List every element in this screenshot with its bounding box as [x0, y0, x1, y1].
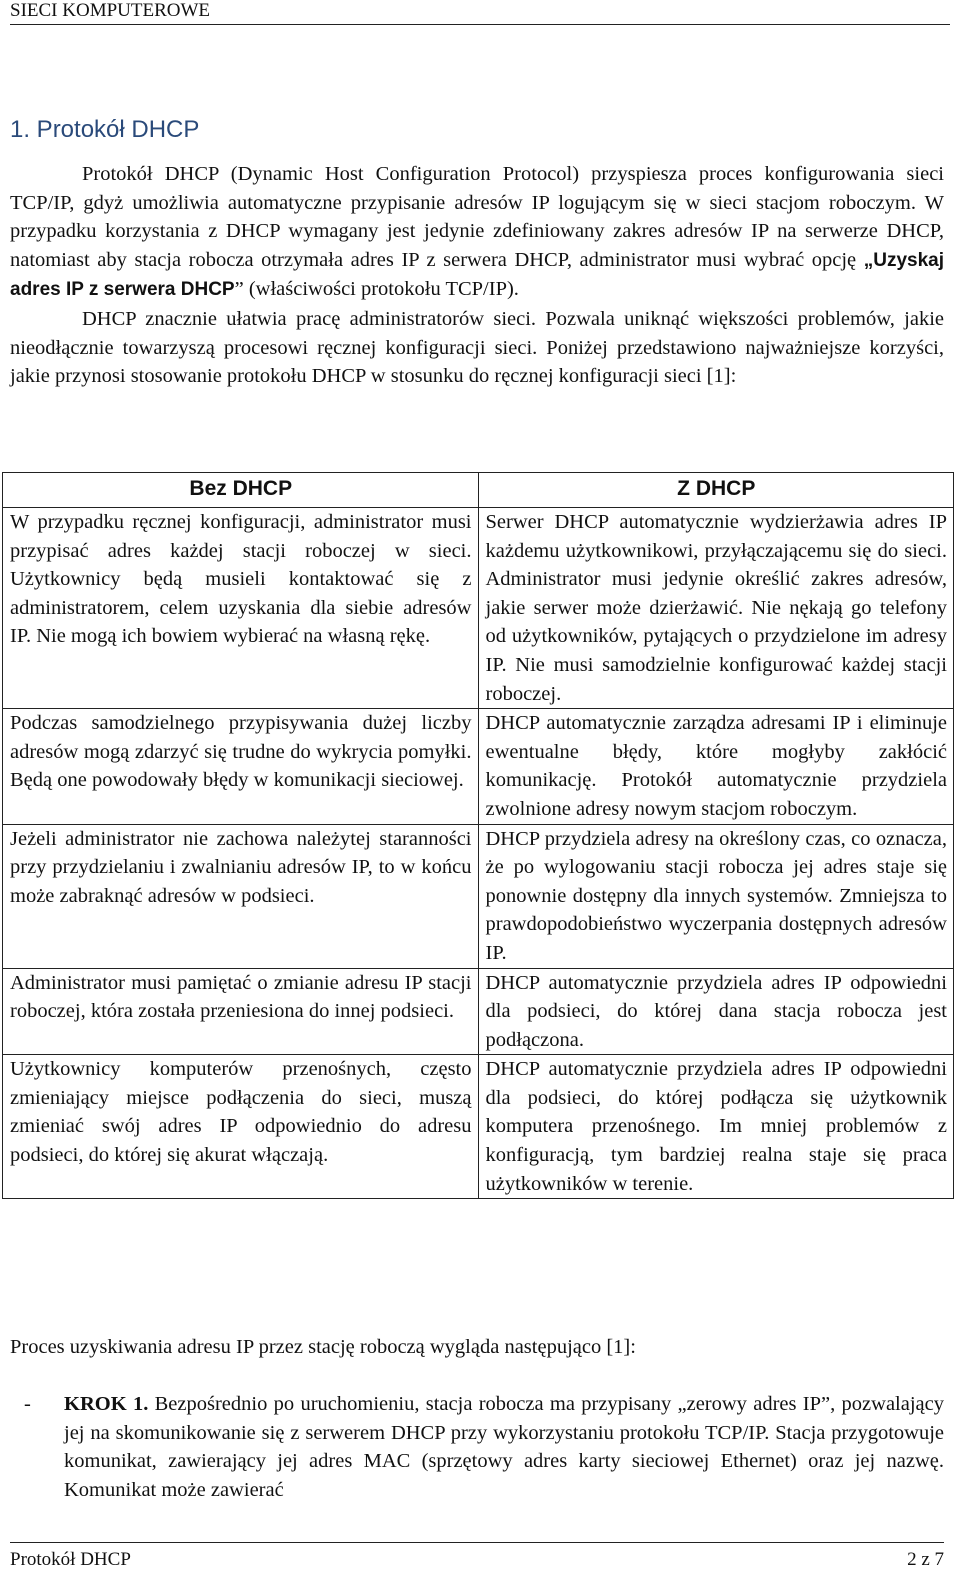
steps-list: [24, 1390, 944, 1504]
table-row: [3, 709, 954, 824]
page-number: 2 z 7: [907, 1549, 944, 1570]
step-label: KROK 1.: [64, 1393, 149, 1415]
step-body: Bezpośrednio po uruchomieniu, stacja robocza ma przypisany „zerowy adres IP”, pozwalający jej na skomunikowanie się z serwerem DHCP przy wykorzystaniu protokołu TCP/IP. Stacja przygotowuje komunikat, zawierający jej adres MAC (sprzętowy adres karty sieciowej Ethernet) oraz jej nazwę. Komunikat może zawierać: [64, 1393, 944, 1501]
section-title: 1. Protokół DHCP: [10, 116, 200, 143]
table-cell: DHCP automatycznie zarządza adresami IP i eliminuje ewentualne błędy, które mogłyby zakłócić komunikację. Protokół automatycznie przydziela zwolnione adresy nowym stacjom roboczym.: [478, 709, 954, 824]
running-header: [10, 0, 950, 25]
table-row: [3, 1055, 954, 1199]
footer-title: Protokół DHCP: [10, 1549, 131, 1570]
column-header-without-dhcp: Bez DHCP: [3, 473, 479, 508]
header-text: SIECI KOMPUTEROWE: [10, 0, 211, 21]
table-row: [3, 968, 954, 1055]
list-bullet: -: [24, 1393, 31, 1415]
intro-p1-end: ” (właściwości protokołu TCP/IP).: [234, 278, 519, 301]
page-footer: [10, 1542, 944, 1578]
table-cell: DHCP automatycznie przydziela adres IP odpowiedni dla podsieci, do której dana stacja robocza jest podłączona.: [478, 968, 954, 1055]
intro-paragraph-2: DHCP znacznie ułatwia pracę administratorów sieci. Pozwala uniknąć większości problemów, jakie nieodłącznie towarzyszą procesowi ręcznej konfiguracji sieci. Poniżej przedstawiono najważniejsze korzyści, jakie przynosi stosowanie protokołu DHCP w stosunku do ręcznej konfiguracji sieci [1]:: [10, 307, 944, 388]
intro-p1-text: Protokół DHCP (Dynamic Host Configuration Protocol) przyspiesza proces konfigurowania sieci TCP/IP, gdyż umożliwia automatyczne przypisanie adresów IP logującym się w sieci stacjom roboczym. W przypadku korzystania z DHCP wymagany jest jedynie zdefiniowany zakres adresów IP na serwerze DHCP, natomiast aby stacja robocza otrzymała adres IP z serwera DHCP, administrator musi wybrać opcję: [10, 163, 944, 271]
intro-paragraph-1: [10, 160, 944, 305]
table-cell: DHCP automatycznie przydziela adres IP odpowiedni dla podsieci, do której podłącza się użytkownik komputera przenośnego. Im mniej problemów z konfiguracją, tym bardziej realna staje się praca użytkowników w terenie.: [478, 1055, 954, 1199]
table-row: [3, 824, 954, 968]
process-intro: Proces uzyskiwania adresu IP przez stację roboczą wygląda następująco [1]:: [10, 1336, 636, 1358]
table-row: [3, 508, 954, 709]
list-item: [24, 1390, 944, 1504]
comparison-table: [2, 472, 954, 1199]
intro-p1-option: „Uzyskaj adres IP z serwera DHCP: [10, 249, 944, 301]
table-header-row: [3, 473, 954, 508]
table-cell: Użytkownicy komputerów przenośnych, często zmieniający miejsce podłączenia do sieci, muszą zmieniać swój adres IP odpowiednio do adresu podsieci, do której się akurat włączają.: [3, 1055, 479, 1199]
table-cell: Serwer DHCP automatycznie wydzierżawia adres IP każdemu użytkownikowi, przyłączającemu się do sieci. Administrator musi jedynie określić zakres adresów, jakie serwer może dzierżawić. Nie nękają go telefony od użytkowników, pytających o przydzielone im adresy IP. Nie musi samodzielnie konfigurować każdej stacji roboczej.: [478, 508, 954, 709]
column-header-with-dhcp: Z DHCP: [478, 473, 954, 508]
intro-text: [10, 160, 944, 391]
table-cell: Administrator musi pamiętać o zmianie adresu IP stacji roboczej, która została przeniesiona do innej podsieci.: [3, 968, 479, 1055]
table-cell: W przypadku ręcznej konfiguracji, administrator musi przypisać adres każdej stacji roboczej w sieci. Użytkownicy będą musieli kontaktować się z administratorem, celem uzyskania dla siebie adresów IP. Nie mogą ich bowiem wybierać na własną rękę.: [3, 508, 479, 709]
table-cell: DHCP przydziela adresy na określony czas, co oznacza, że po wylogowaniu stacji robocza jej adres staje się ponownie dostępny dla innych systemów. Zmniejsza to prawdopodobieństwo wyczerpania dostępnych adresów IP.: [478, 824, 954, 968]
table-cell: Jeżeli administrator nie zachowa należytej staranności przy przydzielaniu i zwalnianiu adresów IP, to w końcu może zabraknąć adresów w podsieci.: [3, 824, 479, 968]
table-cell: Podczas samodzielnego przypisywania dużej liczby adresów mogą zdarzyć się trudne do wykrycia pomyłki. Będą one powodowały błędy w komunikacji sieciowej.: [3, 709, 479, 824]
step-text: [64, 1390, 944, 1504]
